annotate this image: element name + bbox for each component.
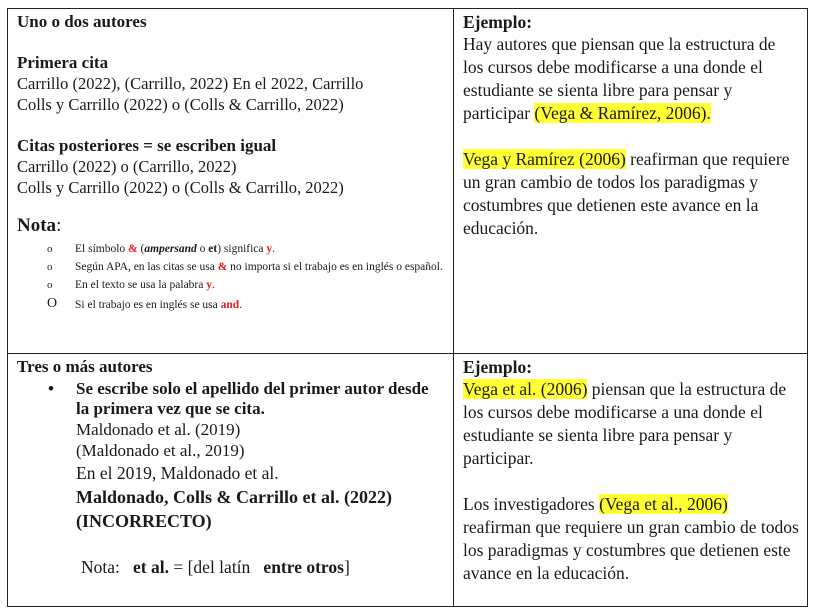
list-item: o En el texto se usa la palabra y. xyxy=(47,279,215,291)
circle-bullet-icon: o xyxy=(47,261,53,273)
list-item: o El símbolo & (ampersand o et) significa y. xyxy=(47,243,275,255)
ejemplo-title: Ejemplo: xyxy=(463,12,533,32)
ejemplo-paragraph-1: Vega et al. (2006) piensan que la estructura de los cursos debe modificarse a una donde el estudiante se sienta libre para pensar y participar. xyxy=(463,379,787,468)
ejemplo-paragraph-2: Vega y Ramírez (2006) reafirman que requiere un gran cambio de todos los paradigmas y costumbres que detienen este avance en la educación. xyxy=(463,149,790,238)
bullet-icon: • xyxy=(48,379,54,398)
nota-list xyxy=(17,241,445,313)
cell-ejemplo-2 xyxy=(454,354,808,607)
incorrect-example-2: (INCORRECTO) xyxy=(76,511,212,531)
list-item: O Si el trabajo es en inglés se usa and. xyxy=(47,296,243,311)
citas-posteriores-title: Citas posteriores = se escriben igual xyxy=(17,136,277,155)
cell-uno-o-dos-autores xyxy=(8,9,454,354)
posteriores-line-2: Colls y Carrillo (2022) o (Colls & Carrillo, 2022) xyxy=(17,178,344,197)
circle-bullet-icon: o xyxy=(47,243,53,255)
apa-citation-table xyxy=(7,8,808,607)
highlighted-citation: Vega et al. (2006) xyxy=(463,379,588,399)
primera-cita-line-2: Colls y Carrillo (2022) o (Colls & Carrillo, 2022) xyxy=(17,95,344,114)
section-header: Uno o dos autores xyxy=(17,12,147,31)
example-line-1: Maldonado et al. (2019) xyxy=(76,420,241,439)
table-row-uno-o-dos xyxy=(8,9,808,354)
primera-cita-line-1: Carrillo (2022), (Carrillo, 2022) En el 2022, Carrillo xyxy=(17,74,364,93)
primera-cita-title: Primera cita xyxy=(17,53,109,72)
nota-title: Nota: xyxy=(17,215,62,236)
nota-et-al: Nota: et al. = [del latín entre otros] xyxy=(81,557,350,577)
ejemplo-paragraph-2: Los investigadores (Vega et al., 2006) reafirman que requiere un gran cambio de todos los paradigmas y costumbres que detienen este avance en la educación. xyxy=(463,494,799,583)
circle-bullet-icon: o xyxy=(47,279,53,291)
ejemplo-title: Ejemplo: xyxy=(463,357,533,377)
posteriores-line-1: Carrillo (2022) o (Carrillo, 2022) xyxy=(17,157,237,176)
cell-tres-o-mas-autores xyxy=(8,354,454,607)
highlighted-citation: (Vega et al., 2006) xyxy=(599,494,728,514)
section-header: Tres o más autores xyxy=(17,357,153,376)
list-item: • Se escribe solo el apellido del primer autor desde la primera vez que se cita. xyxy=(48,379,429,418)
cell-ejemplo-1 xyxy=(454,9,808,354)
ejemplo-paragraph-1: Hay autores que piensan que la estructura de los cursos debe modificarse a una donde el estudiante se sienta libre para pensar y participar (Vega & Ramírez, 2006). xyxy=(463,34,776,123)
tres-autores-list xyxy=(17,379,445,419)
example-line-3: En el 2019, Maldonado et al. xyxy=(76,463,279,483)
list-item: o Según APA, en las citas se usa & no importa si el trabajo es en inglés o español. xyxy=(47,261,443,273)
circle-bullet-icon: O xyxy=(47,296,58,311)
incorrect-example-1: Maldonado, Colls & Carrillo et al. (2022) xyxy=(76,487,392,507)
highlighted-citation: Vega y Ramírez (2006) xyxy=(463,149,626,169)
highlighted-citation: (Vega & Ramírez, 2006). xyxy=(534,103,711,123)
table-row-tres-o-mas xyxy=(8,354,808,607)
example-line-2: (Maldonado et al., 2019) xyxy=(76,441,245,460)
